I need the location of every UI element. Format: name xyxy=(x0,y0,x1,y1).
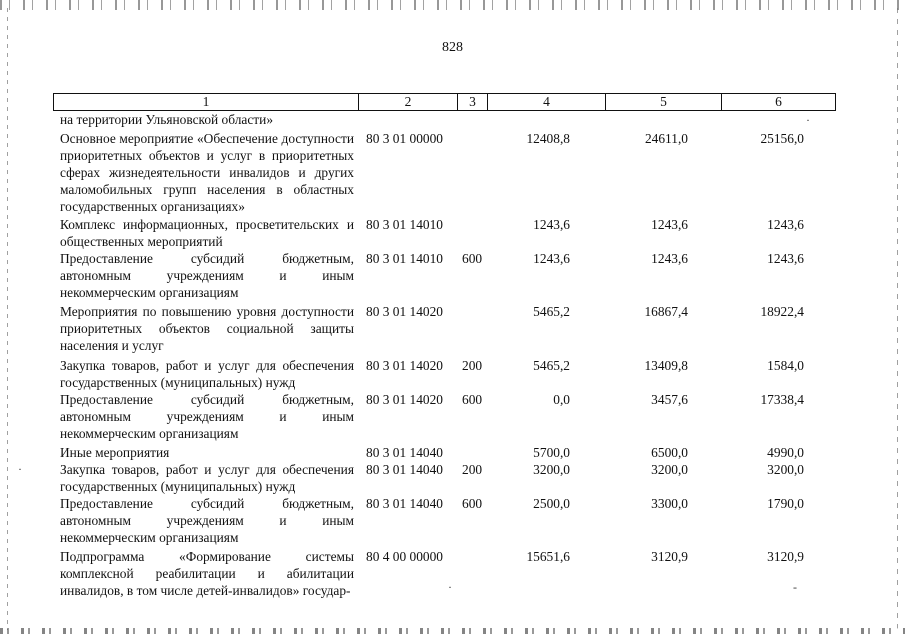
row-code: 80 3 01 14020 xyxy=(366,358,443,373)
row-value-col6: 18922,4 xyxy=(760,304,804,319)
table-row xyxy=(0,112,905,130)
row-code: 80 3 01 14010 xyxy=(366,217,443,232)
row-value-col6: 1584,0 xyxy=(767,358,804,373)
table-row xyxy=(0,495,905,548)
row-expense-type: 600 xyxy=(462,496,483,511)
table-row xyxy=(0,250,905,303)
row-value-col4: 15651,6 xyxy=(526,549,570,564)
row-value-col4: 3200,0 xyxy=(533,462,570,477)
row-code: 80 3 01 14020 xyxy=(366,392,443,407)
row-code: 80 3 01 14020 xyxy=(366,304,443,319)
row-value-col4: 12408,8 xyxy=(526,131,570,146)
header-col-2: 2 xyxy=(359,94,458,110)
table-row xyxy=(0,444,905,461)
row-value-col5: 3120,9 xyxy=(651,549,688,564)
scan-speck: - xyxy=(793,580,797,594)
table-row xyxy=(0,357,905,391)
row-description: Иные мероприятия xyxy=(60,445,170,460)
row-value-col4: 0,0 xyxy=(553,392,570,407)
row-value-col4: 1243,6 xyxy=(533,217,570,232)
row-code: 80 3 01 14040 xyxy=(366,445,443,460)
row-value-col5: 13409,8 xyxy=(644,358,688,373)
scan-speck: · xyxy=(806,113,810,127)
table-header xyxy=(53,93,836,111)
table-row xyxy=(0,391,905,444)
table-row xyxy=(0,130,905,216)
row-value-col5: 1243,6 xyxy=(651,217,688,232)
row-value-col5: 1243,6 xyxy=(651,251,688,266)
row-value-col6: 25156,0 xyxy=(760,131,804,146)
row-code: 80 3 01 14040 xyxy=(366,462,443,477)
row-description: Подпрограмма «Формирование системы комплексной реабилитации и абилитации инвалидов, в том числе детей-инвалидов» государ- xyxy=(60,549,354,598)
row-expense-type: 200 xyxy=(462,358,483,373)
row-value-col4: 5465,2 xyxy=(533,304,570,319)
table-row xyxy=(0,548,905,602)
row-description: Закупка товаров, работ и услуг для обеспечения государственных (муниципальных) нужд xyxy=(60,462,354,494)
row-expense-type: 600 xyxy=(462,251,483,266)
header-col-4: 4 xyxy=(488,94,606,110)
header-col-5: 5 xyxy=(606,94,722,110)
row-value-col6: 3120,9 xyxy=(767,549,804,564)
scan-speck: · xyxy=(448,580,452,594)
row-value-col6: 4990,0 xyxy=(767,445,804,460)
row-expense-type: 600 xyxy=(462,392,483,407)
row-value-col5: 24611,0 xyxy=(644,131,688,146)
page-number: 828 xyxy=(442,40,463,55)
row-description: Закупка товаров, работ и услуг для обеспечения государственных (муниципальных) нужд xyxy=(60,358,354,390)
header-col-3: 3 xyxy=(458,94,488,110)
row-code: 80 3 01 14040 xyxy=(366,496,443,511)
row-value-col6: 17338,4 xyxy=(760,392,804,407)
row-description: Мероприятия по повышению уровня доступности приоритетных объектов социальной защиты населения и услуг xyxy=(60,304,354,353)
row-value-col5: 3200,0 xyxy=(651,462,688,477)
row-value-col5: 6500,0 xyxy=(651,445,688,460)
row-value-col6: 1790,0 xyxy=(767,496,804,511)
row-value-col6: 3200,0 xyxy=(767,462,804,477)
row-value-col5: 3457,6 xyxy=(651,392,688,407)
row-code: 80 3 01 14010 xyxy=(366,251,443,266)
row-code: 80 3 01 00000 xyxy=(366,131,443,146)
row-value-col5: 3300,0 xyxy=(651,496,688,511)
scan-speck: · xyxy=(18,462,22,476)
scan-border-bottom xyxy=(0,628,905,634)
row-value-col6: 1243,6 xyxy=(767,251,804,266)
row-description: Комплекс информационных, просветительских и общественных мероприятий xyxy=(60,217,354,249)
table-row xyxy=(0,461,905,495)
row-description: Предоставление субсидий бюджетным, автономным учреждениям и иным некоммерческим организациям xyxy=(60,496,354,545)
row-code: 80 4 00 00000 xyxy=(366,549,443,564)
table-row xyxy=(0,216,905,250)
row-value-col4: 1243,6 xyxy=(533,251,570,266)
row-description: на территории Ульяновской области» xyxy=(60,112,274,127)
header-col-6: 6 xyxy=(775,94,782,109)
row-value-col4: 5465,2 xyxy=(533,358,570,373)
row-expense-type: 200 xyxy=(462,462,483,477)
row-value-col4: 5700,0 xyxy=(533,445,570,460)
row-value-col4: 2500,0 xyxy=(533,496,570,511)
table-row xyxy=(0,303,905,357)
table-body xyxy=(0,112,905,602)
row-description: Предоставление субсидий бюджетным, автономным учреждениям и иным некоммерческим организациям xyxy=(60,251,354,300)
row-value-col5: 16867,4 xyxy=(644,304,688,319)
row-description: Основное мероприятие «Обеспечение доступности приоритетных объектов и услуг в приоритетных сферах жизнедеятельности инвалидов и других маломобильных групп населения в областных государственных организациях» xyxy=(60,131,354,214)
row-description: Предоставление субсидий бюджетным, автономным учреждениям и иным некоммерческим организациям xyxy=(60,392,354,441)
row-value-col6: 1243,6 xyxy=(767,217,804,232)
header-col-1: 1 xyxy=(54,94,359,110)
scan-border-top xyxy=(0,0,905,10)
